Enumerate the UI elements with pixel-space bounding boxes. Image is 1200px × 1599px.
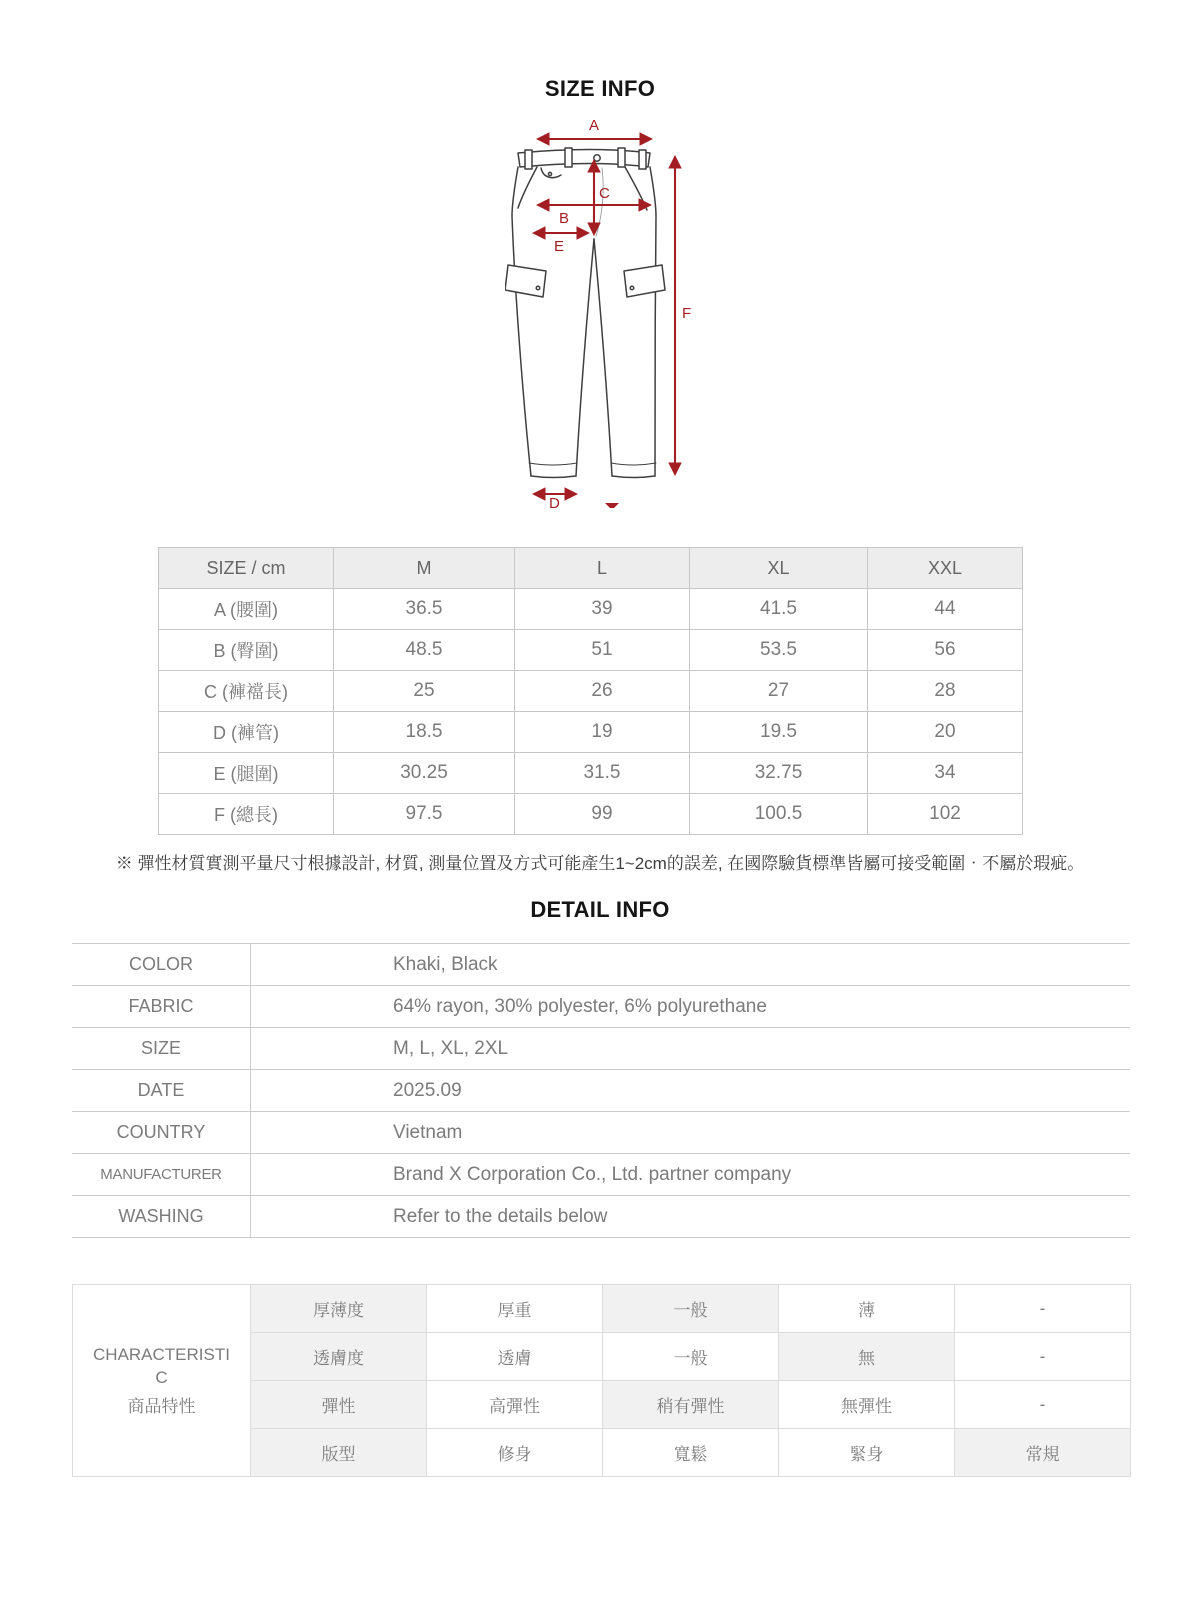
clipped-arrowhead	[605, 503, 619, 508]
detail-row-value: M, L, XL, 2XL	[251, 1028, 1131, 1070]
size-info-title: SIZE INFO	[544, 76, 656, 101]
diagram-label-d: D	[549, 495, 560, 508]
size-value-cell: 20	[868, 712, 1023, 753]
detail-row-value: Brand X Corporation Co., Ltd. partner company	[251, 1154, 1131, 1196]
detail-row	[72, 1070, 1130, 1112]
pants-measurement-diagram	[505, 108, 705, 508]
detail-table-body	[72, 944, 1130, 1238]
size-table-row	[159, 794, 1023, 835]
characteristic-option-selected: 無	[779, 1333, 955, 1381]
pants-outline	[505, 148, 665, 478]
size-table-body	[159, 589, 1023, 835]
measurement-disclaimer: ※ 彈性材質實測平量尺寸根據設計, 材質, 測量位置及方式可能產生1~2cm的誤差, 在國際驗貨標準皆屬可接受範圍‧不屬於瑕疵。	[115, 854, 1085, 873]
right-cargo-flap	[624, 265, 665, 297]
size-table-row	[159, 589, 1023, 630]
detail-row	[72, 986, 1130, 1028]
size-row-label: E (腿圍)	[159, 753, 334, 794]
size-table-header-row	[159, 548, 1023, 589]
size-table-row	[159, 671, 1023, 712]
characteristic-option: -	[955, 1381, 1131, 1429]
size-value-cell: 19	[515, 712, 690, 753]
characteristic-title-en: CHARACTERISTIC	[93, 1345, 230, 1387]
pants-diagram-svg	[505, 108, 705, 508]
diagram-label-f: F	[682, 305, 692, 322]
detail-row-value: Refer to the details below	[251, 1196, 1131, 1238]
detail-row-label: COUNTRY	[72, 1112, 251, 1154]
characteristic-row-label: 厚薄度	[251, 1285, 427, 1333]
size-table-row	[159, 630, 1023, 671]
size-value-cell: 31.5	[515, 753, 690, 794]
detail-info-title: DETAIL INFO	[530, 897, 670, 922]
detail-info-table	[72, 943, 1130, 1238]
diagram-label-a: A	[589, 117, 600, 134]
detail-row-label: FABRIC	[72, 986, 251, 1028]
detail-row	[72, 1154, 1130, 1196]
characteristic-row-label: 彈性	[251, 1381, 427, 1429]
characteristic-row	[73, 1285, 1131, 1333]
characteristic-header-cell	[73, 1285, 251, 1477]
detail-row-value: 64% rayon, 30% polyester, 6% polyurethane	[251, 986, 1131, 1028]
characteristic-option: -	[955, 1333, 1131, 1381]
characteristic-option-selected: 常規	[955, 1429, 1131, 1477]
size-table-row	[159, 712, 1023, 753]
characteristic-option: 薄	[779, 1285, 955, 1333]
detail-row-label: SIZE	[72, 1028, 251, 1070]
size-value-cell: 25	[334, 671, 515, 712]
detail-row	[72, 1028, 1130, 1070]
diagram-label-c: C	[599, 185, 610, 202]
characteristic-row-label: 透膚度	[251, 1333, 427, 1381]
size-value-cell: 53.5	[690, 630, 868, 671]
detail-row-label: WASHING	[72, 1196, 251, 1238]
characteristic-title-zh: 商品特性	[127, 1396, 196, 1416]
detail-row	[72, 1112, 1130, 1154]
size-value-cell: 102	[868, 794, 1023, 835]
size-value-cell: 56	[868, 630, 1023, 671]
diagram-label-b: B	[559, 210, 570, 227]
characteristic-option: 緊身	[779, 1429, 955, 1477]
size-value-cell: 44	[868, 589, 1023, 630]
characteristic-option: 厚重	[427, 1285, 603, 1333]
size-row-label: C (褲襠長)	[159, 671, 334, 712]
detail-row-label: DATE	[72, 1070, 251, 1112]
size-value-cell: 39	[515, 589, 690, 630]
size-header-l: L	[515, 548, 690, 589]
size-value-cell: 97.5	[334, 794, 515, 835]
detail-row-label: COLOR	[72, 944, 251, 986]
size-header-xl: XL	[690, 548, 868, 589]
characteristic-table	[72, 1284, 1131, 1477]
characteristic-option: 寬鬆	[603, 1429, 779, 1477]
size-value-cell: 27	[690, 671, 868, 712]
detail-row-label: MANUFACTURER	[72, 1154, 251, 1196]
size-value-cell: 28	[868, 671, 1023, 712]
diagram-label-e: E	[554, 238, 565, 255]
detail-row-value: 2025.09	[251, 1070, 1131, 1112]
size-header-unit: SIZE / cm	[159, 548, 334, 589]
size-table	[158, 547, 1023, 835]
size-value-cell: 36.5	[334, 589, 515, 630]
size-value-cell: 100.5	[690, 794, 868, 835]
size-header-m: M	[334, 548, 515, 589]
size-row-label: B (臀圍)	[159, 630, 334, 671]
characteristic-table-body	[73, 1285, 1131, 1477]
size-value-cell: 26	[515, 671, 690, 712]
size-value-cell: 48.5	[334, 630, 515, 671]
characteristic-option: 無彈性	[779, 1381, 955, 1429]
size-value-cell: 30.25	[334, 753, 515, 794]
characteristic-option-selected: 一般	[603, 1285, 779, 1333]
size-value-cell: 19.5	[690, 712, 868, 753]
characteristic-row-label: 版型	[251, 1429, 427, 1477]
size-table-row	[159, 753, 1023, 794]
size-value-cell: 32.75	[690, 753, 868, 794]
left-cargo-flap	[505, 265, 546, 297]
size-value-cell: 41.5	[690, 589, 868, 630]
detail-row-value: Khaki, Black	[251, 944, 1131, 986]
size-row-label: A (腰圍)	[159, 589, 334, 630]
waist-button	[594, 155, 600, 161]
characteristic-option: 高彈性	[427, 1381, 603, 1429]
characteristic-option: 透膚	[427, 1333, 603, 1381]
size-value-cell: 99	[515, 794, 690, 835]
characteristic-option: -	[955, 1285, 1131, 1333]
size-value-cell: 51	[515, 630, 690, 671]
characteristic-option: 修身	[427, 1429, 603, 1477]
detail-row	[72, 944, 1130, 986]
detail-row	[72, 1196, 1130, 1238]
size-value-cell: 34	[868, 753, 1023, 794]
detail-row-value: Vietnam	[251, 1112, 1131, 1154]
characteristic-option-selected: 稍有彈性	[603, 1381, 779, 1429]
size-header-xxl: XXL	[868, 548, 1023, 589]
size-row-label: D (褲管)	[159, 712, 334, 753]
size-row-label: F (總長)	[159, 794, 334, 835]
characteristic-option: 一般	[603, 1333, 779, 1381]
size-value-cell: 18.5	[334, 712, 515, 753]
